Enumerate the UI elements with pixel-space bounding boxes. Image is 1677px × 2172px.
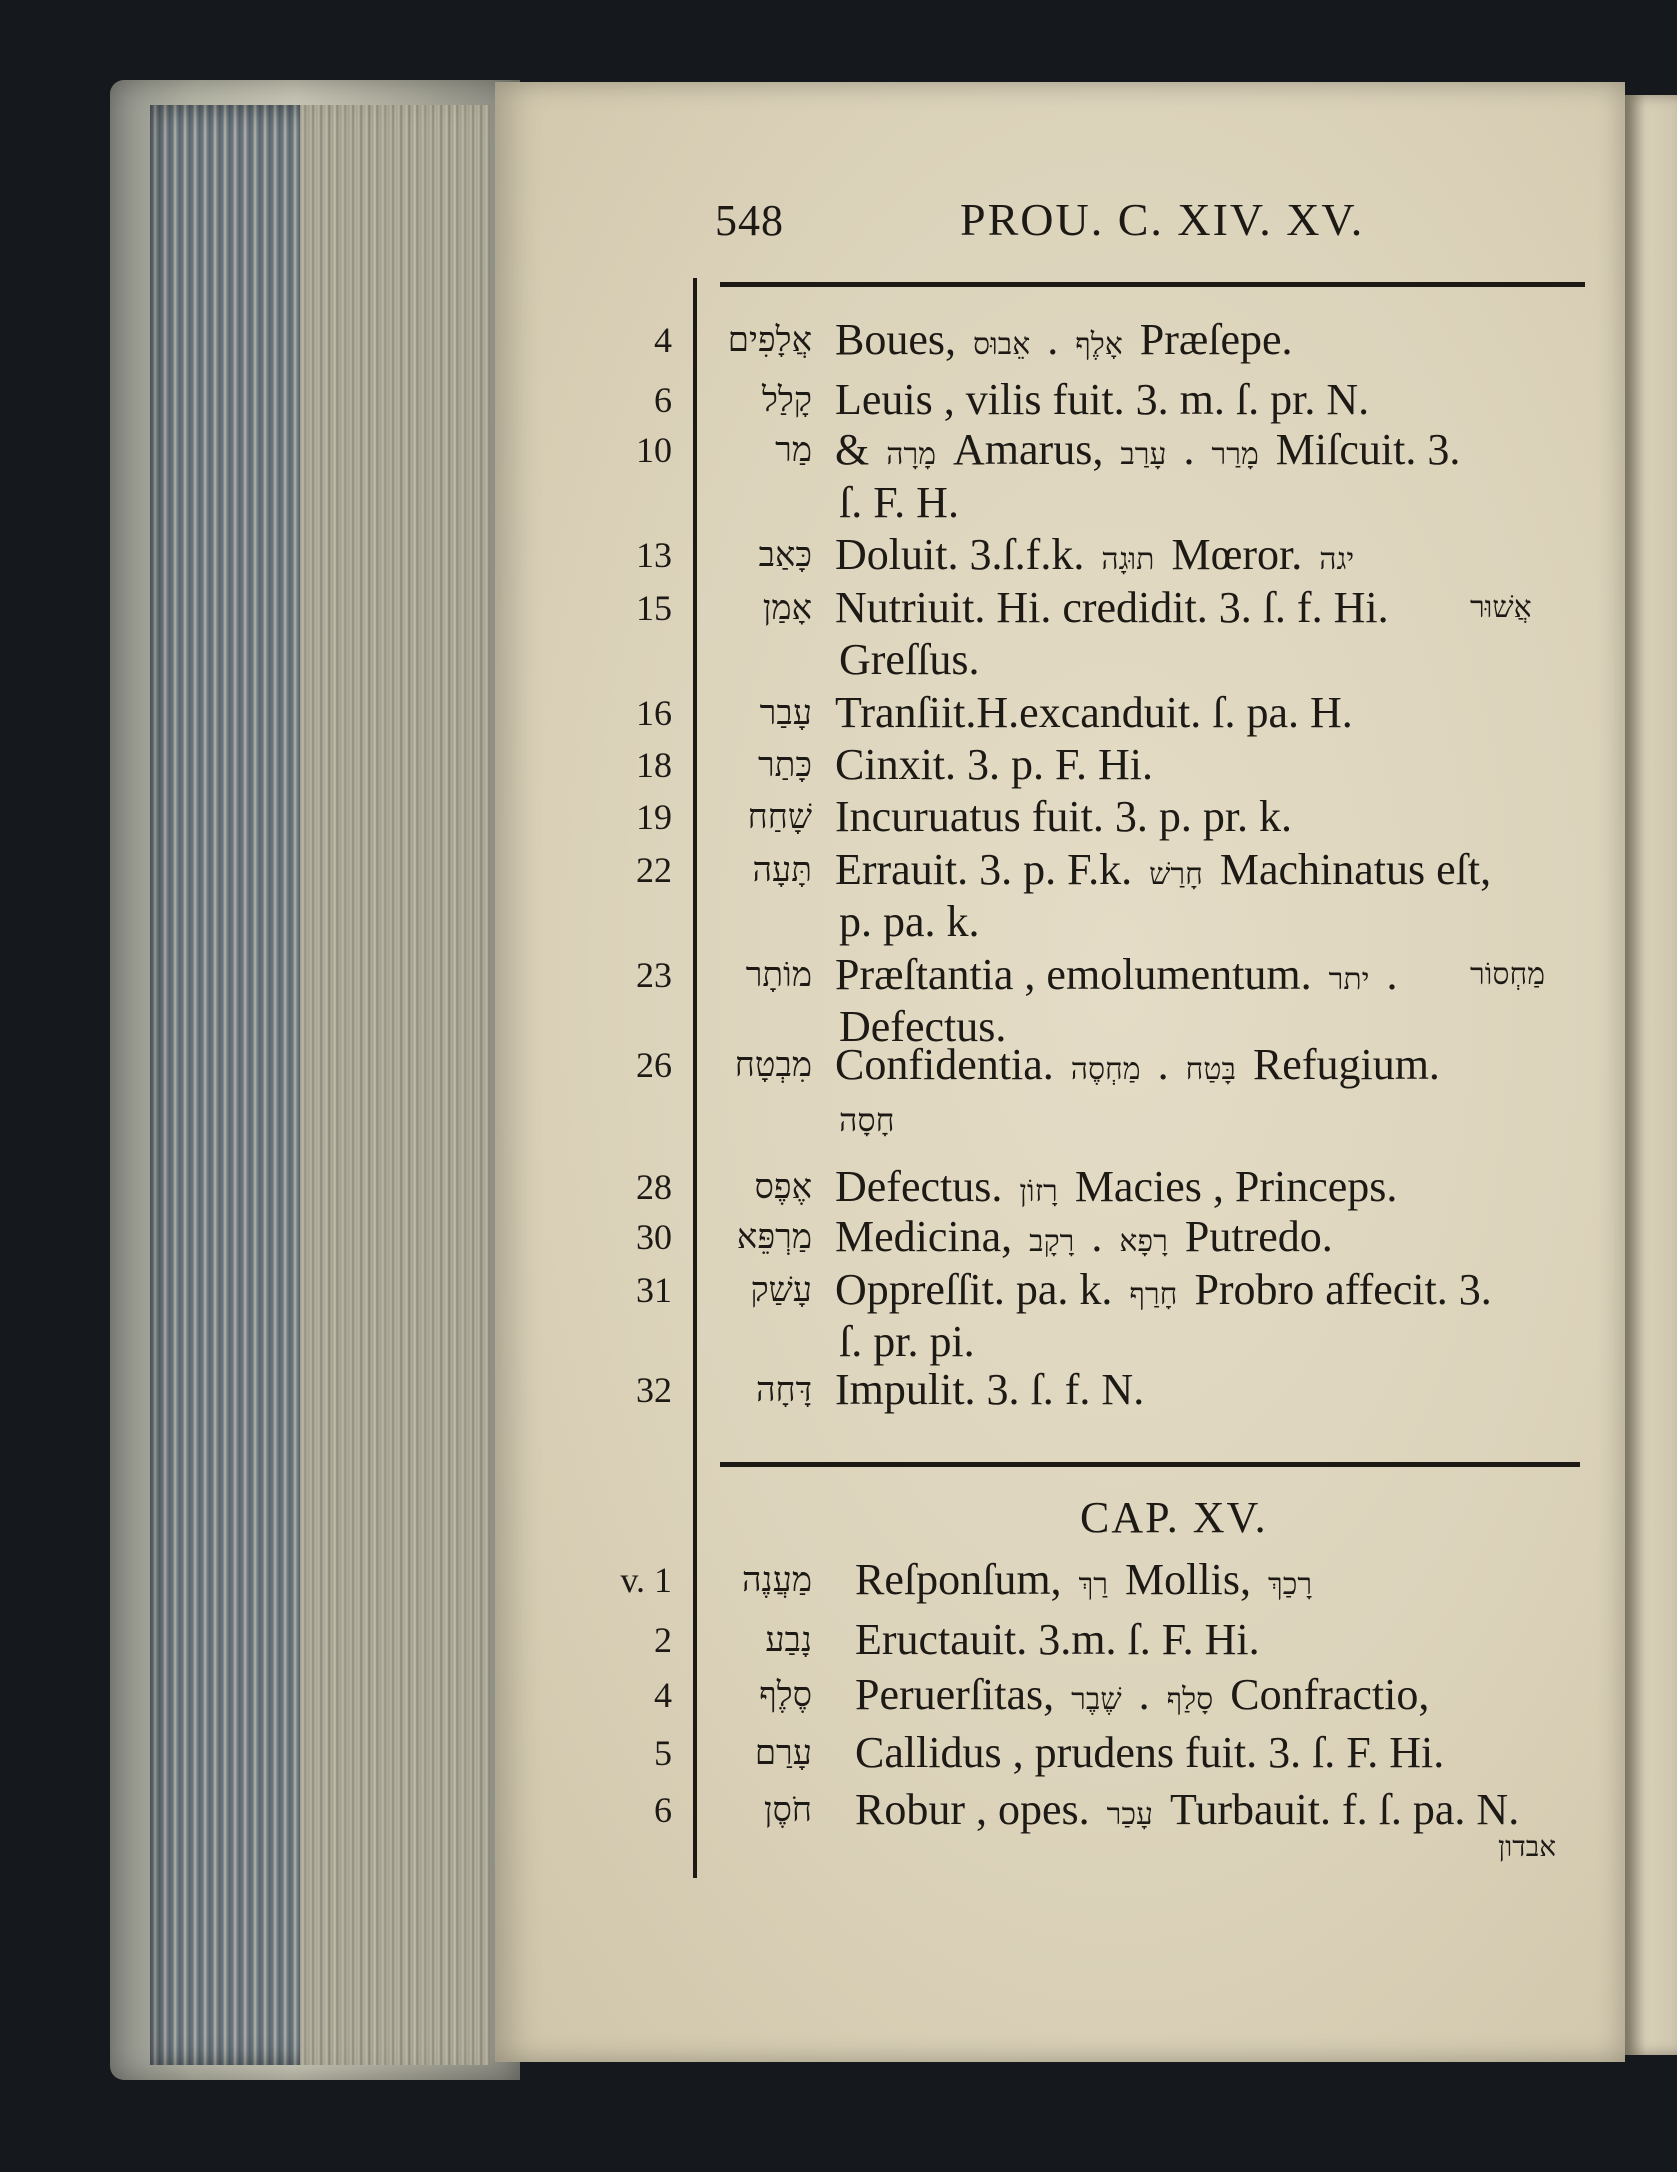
hebrew-word: רָקָב bbox=[1029, 1224, 1075, 1259]
hebrew-word: עָכַר bbox=[1106, 1797, 1154, 1832]
verse-number: 18 bbox=[636, 745, 672, 785]
latin-gloss bbox=[835, 845, 1491, 900]
latin-gloss bbox=[835, 1162, 1397, 1217]
hebrew-word: חָרַשׁ bbox=[1149, 857, 1203, 892]
hebrew-word: חָרַף bbox=[1129, 1277, 1178, 1312]
verse-number: 6 bbox=[654, 380, 672, 420]
gloss-text: Cinxit. 3. p. F. Hi. bbox=[835, 740, 1153, 789]
latin-gloss bbox=[835, 1040, 1440, 1095]
gloss-text: Medicina, bbox=[835, 1212, 1024, 1261]
gloss-continuation: ſ. F. H. bbox=[839, 478, 959, 527]
gloss-text: Eructauit. 3.m. ſ. F. Hi. bbox=[855, 1615, 1260, 1664]
gloss-text: Nutriuit. Hi. credidit. 3. ſ. f. Hi. bbox=[835, 583, 1389, 632]
verse-number: 28 bbox=[636, 1167, 672, 1207]
gloss-text: Putredo. bbox=[1173, 1212, 1333, 1261]
gloss-text: Mœror. bbox=[1160, 530, 1314, 579]
latin-gloss bbox=[835, 950, 1398, 1005]
gloss-text: . bbox=[1080, 1212, 1114, 1261]
gloss-text: Impulit. 3. ſ. f. N. bbox=[835, 1365, 1145, 1414]
hebrew-headword: תָּעָה bbox=[752, 850, 812, 890]
hebrew-headword: עָשַׁק bbox=[750, 1270, 812, 1310]
latin-gloss bbox=[835, 1265, 1492, 1320]
gloss-text: Miſcuit. 3. bbox=[1264, 425, 1461, 474]
hebrew-headword: שָׁחַח bbox=[747, 797, 812, 837]
gloss-text: Leuis , vilis fuit. 3. m. ſ. pr. N. bbox=[835, 375, 1370, 424]
verse-number: 16 bbox=[636, 693, 672, 733]
hebrew-headword: אֶפֶס bbox=[754, 1167, 812, 1207]
latin-gloss bbox=[855, 1728, 1444, 1778]
verse-number: 22 bbox=[636, 850, 672, 890]
hebrew-headword: כָּאַב bbox=[758, 535, 812, 575]
latin-gloss bbox=[835, 740, 1153, 790]
verse-number: 19 bbox=[636, 797, 672, 837]
verse-number: v. 1 bbox=[620, 1560, 672, 1600]
latin-gloss bbox=[855, 1555, 1318, 1610]
verse-number: 4 bbox=[654, 1675, 672, 1715]
latin-gloss bbox=[835, 792, 1292, 842]
gloss-text: Præſepe. bbox=[1128, 315, 1293, 364]
page-number: 548 bbox=[715, 196, 784, 245]
hebrew-headword: מַר bbox=[775, 430, 812, 470]
gloss-text: Refugium. bbox=[1241, 1040, 1440, 1089]
gloss-text: Doluit. 3.ſ.f.k. bbox=[835, 530, 1096, 579]
hebrew-word: אָלֶף bbox=[1075, 327, 1123, 362]
hebrew-headword: אֲלָפִים bbox=[727, 320, 812, 360]
gloss-text: Mollis, bbox=[1114, 1555, 1262, 1604]
hebrew-headword: קָלַל bbox=[761, 380, 812, 420]
gloss-text: Oppreſſit. pa. k. bbox=[835, 1265, 1124, 1314]
verse-number: 15 bbox=[636, 588, 672, 628]
gloss-text: . bbox=[1127, 1670, 1161, 1719]
verse-number: 26 bbox=[636, 1045, 672, 1085]
gloss-text: Machinatus eſt, bbox=[1208, 845, 1492, 894]
hebrew-word: עָרַב bbox=[1120, 437, 1167, 472]
chapter-heading: CAP. XV. bbox=[1080, 1493, 1268, 1542]
gloss-text: Amarus, bbox=[942, 425, 1115, 474]
latin-gloss bbox=[835, 315, 1293, 370]
latin-gloss bbox=[835, 375, 1369, 425]
verse-number: 31 bbox=[636, 1270, 672, 1310]
verse-number: 32 bbox=[636, 1370, 672, 1410]
hebrew-headword: מוֹתָר bbox=[745, 955, 812, 995]
hebrew-word: מָרַר bbox=[1211, 437, 1259, 472]
latin-gloss bbox=[855, 1615, 1260, 1665]
gloss-text: Reſponſum, bbox=[855, 1555, 1073, 1604]
gloss-text: Errauit. 3. p. F.k. bbox=[835, 845, 1144, 894]
verse-number: 4 bbox=[654, 320, 672, 360]
hebrew-word: שֶׁבֶר bbox=[1071, 1682, 1122, 1717]
gloss-continuation: Greſſus. bbox=[839, 635, 980, 684]
latin-gloss bbox=[835, 530, 1360, 585]
section-rule bbox=[720, 1462, 1580, 1467]
hebrew-word: רָזוֹן bbox=[1019, 1174, 1058, 1209]
column-divider bbox=[693, 278, 697, 1878]
marginal-hebrew-word: מַחְסוֹר bbox=[1470, 957, 1546, 992]
gloss-text: . bbox=[1146, 1040, 1180, 1089]
hebrew-headword: עָבַר bbox=[759, 693, 812, 733]
latin-gloss bbox=[855, 1785, 1519, 1840]
hebrew-word: תוּגָה bbox=[1101, 542, 1155, 577]
hebrew-word: סָלַף bbox=[1166, 1682, 1214, 1717]
gloss-text: Robur , opes. bbox=[855, 1785, 1101, 1834]
gloss-text: Turbauit. f. ſ. pa. N. bbox=[1159, 1785, 1520, 1834]
hebrew-headword: מַעֲנֶה bbox=[741, 1560, 812, 1600]
hebrew-headword: חֹסֶן bbox=[763, 1790, 812, 1830]
hebrew-headword: נָבַע bbox=[765, 1620, 812, 1660]
latin-gloss bbox=[835, 1365, 1144, 1415]
hebrew-headword: אָמַן bbox=[762, 588, 812, 628]
gloss-text: Incuruatus fuit. 3. p. pr. k. bbox=[835, 792, 1293, 841]
continuation-hebrew: חָסָה bbox=[839, 1101, 895, 1139]
gloss-continuation: p. pa. k. bbox=[839, 897, 980, 946]
gloss-text: Probro affecit. 3. bbox=[1183, 1265, 1492, 1314]
latin-gloss bbox=[855, 1670, 1429, 1725]
gloss-text: Præſtantia , emolumentum. bbox=[835, 950, 1323, 999]
running-title: PROU. C. XIV. XV. bbox=[960, 194, 1365, 245]
hebrew-headword: מַרְפֵּא bbox=[736, 1217, 812, 1257]
catchword: אבדון bbox=[1498, 1830, 1557, 1863]
hebrew-word: מָרָה bbox=[886, 437, 937, 472]
hebrew-word: בָּטַח bbox=[1185, 1052, 1236, 1087]
gloss-text: . bbox=[1172, 425, 1206, 474]
gloss-text: Confidentia. bbox=[835, 1040, 1065, 1089]
latin-gloss bbox=[835, 688, 1353, 738]
gloss-text: . bbox=[1375, 950, 1398, 999]
hebrew-word: אֵבוּס bbox=[973, 327, 1031, 362]
verse-number: 10 bbox=[636, 430, 672, 470]
hebrew-word: מַחְסֶה bbox=[1070, 1052, 1141, 1087]
hebrew-headword: עָרַם bbox=[754, 1733, 812, 1773]
latin-gloss bbox=[835, 1212, 1333, 1267]
hebrew-word: רָכַךְ bbox=[1267, 1567, 1313, 1602]
gloss-text: Defectus. bbox=[835, 1162, 1014, 1211]
verse-number: 30 bbox=[636, 1217, 672, 1257]
hebrew-word: יגה bbox=[1319, 542, 1355, 577]
marginal-hebrew-word: אֲשׁוּר bbox=[1470, 590, 1532, 625]
verse-number: 23 bbox=[636, 955, 672, 995]
gloss-text: Peruerſitas, bbox=[855, 1670, 1066, 1719]
latin-gloss bbox=[835, 425, 1460, 480]
gloss-continuation: ſ. pr. pi. bbox=[839, 1317, 975, 1366]
gloss-text: Confractio, bbox=[1219, 1670, 1430, 1719]
gloss-text: Macies , Princeps. bbox=[1063, 1162, 1398, 1211]
gloss-text: Tranſiit.H.excanduit. ſ. pa. H. bbox=[835, 688, 1353, 737]
latin-gloss bbox=[835, 583, 1389, 633]
verse-number: 6 bbox=[654, 1790, 672, 1830]
hebrew-headword: דָּחָה bbox=[755, 1370, 812, 1410]
hebrew-word: יתר bbox=[1328, 962, 1370, 997]
top-rule bbox=[720, 282, 1585, 287]
gloss-text: Callidus , prudens fuit. 3. ſ. F. Hi. bbox=[855, 1728, 1445, 1777]
verse-number: 2 bbox=[654, 1620, 672, 1660]
hebrew-headword: סֶלֶף bbox=[759, 1675, 812, 1715]
verse-number: 5 bbox=[654, 1733, 672, 1773]
gloss-text: Boues, bbox=[835, 315, 967, 364]
hebrew-word: רַךְ bbox=[1078, 1567, 1109, 1602]
gloss-continuation: Defectus. bbox=[839, 1002, 1007, 1051]
hebrew-headword: מִבְטָח bbox=[734, 1045, 812, 1085]
hebrew-word: רָפָא bbox=[1119, 1224, 1168, 1259]
gloss-text: . bbox=[1036, 315, 1070, 364]
hebrew-headword: כָּתַר bbox=[757, 745, 812, 785]
verse-number: 13 bbox=[636, 535, 672, 575]
gloss-text: & bbox=[835, 425, 881, 474]
